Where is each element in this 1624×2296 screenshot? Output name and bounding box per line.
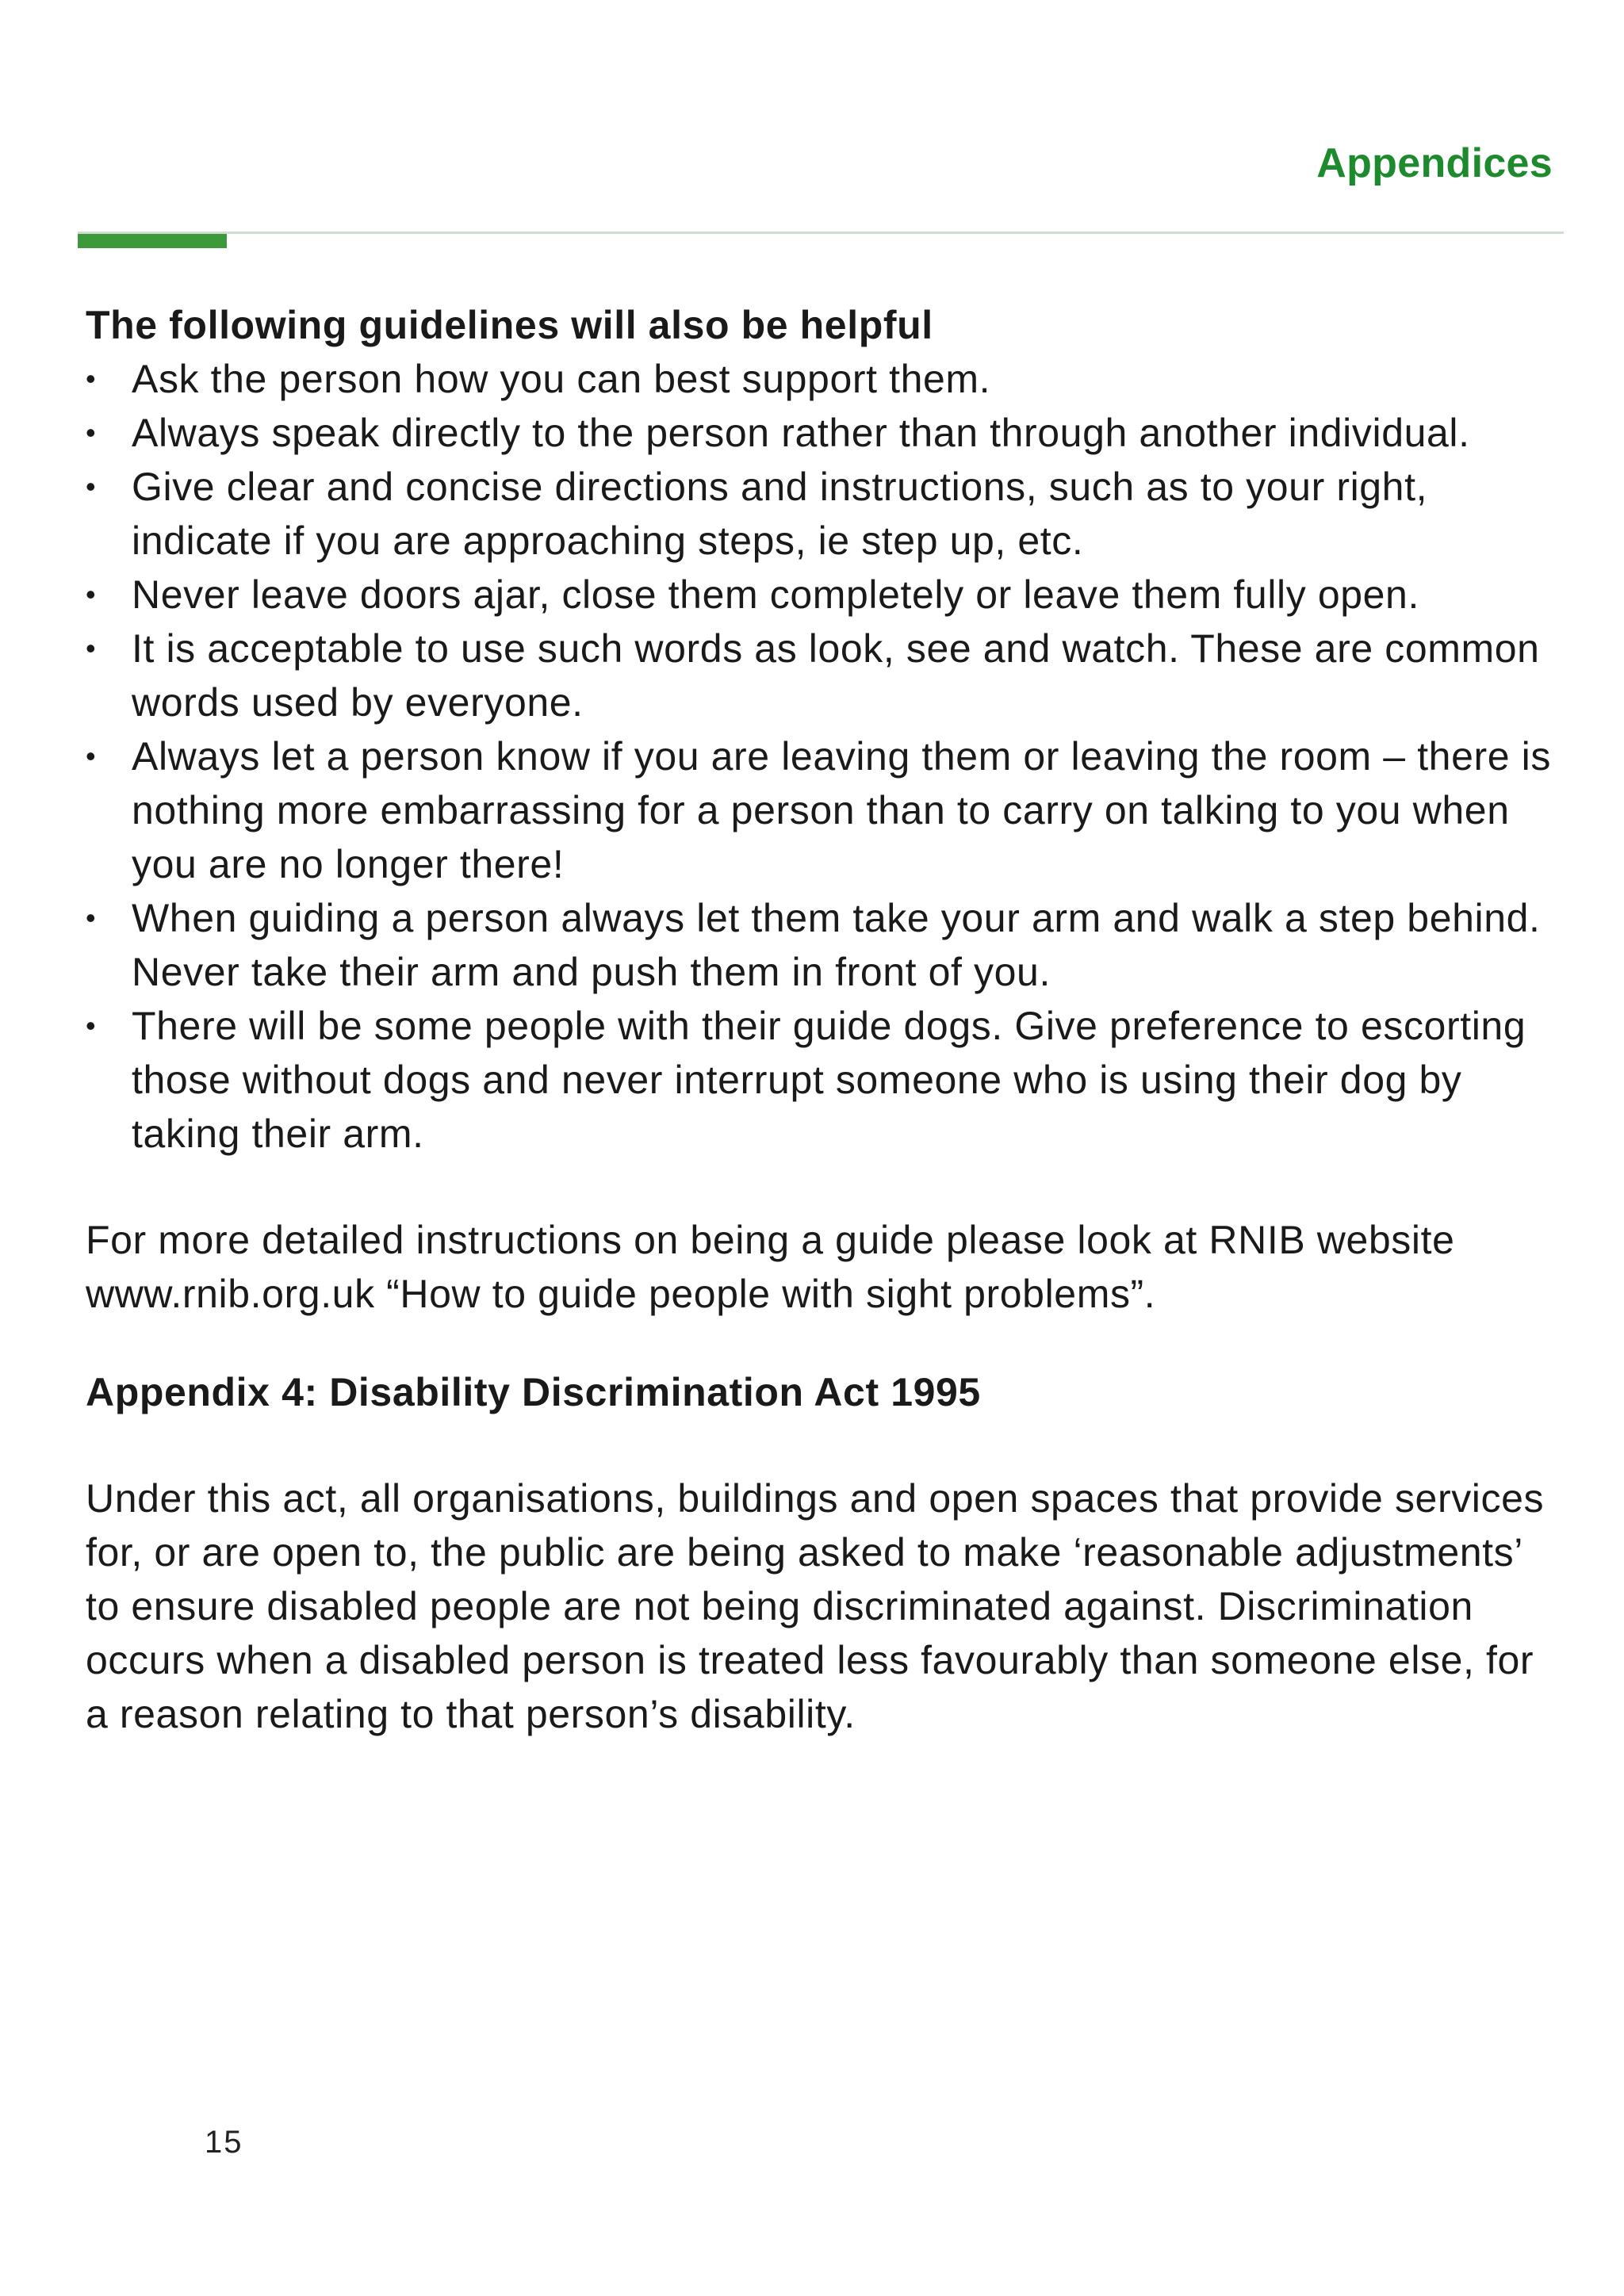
list-item bbox=[86, 622, 1561, 729]
bullet-icon: • bbox=[86, 901, 97, 934]
appendix-heading: Appendix 4: Disability Discrimination Act 1995 bbox=[86, 1370, 981, 1414]
list-item bbox=[86, 352, 1561, 406]
list-item-text: Ask the person how you can best support them. bbox=[132, 357, 991, 401]
spacer bbox=[86, 1419, 1561, 1471]
list-item-text: Never leave doors ajar, close them completely or leave them fully open. bbox=[132, 572, 1419, 617]
page-number: 15 bbox=[205, 2125, 243, 2160]
list-item-text: Always speak directly to the person rather than through another individual. bbox=[132, 411, 1470, 455]
bullet-icon: • bbox=[86, 416, 97, 449]
bullet-icon: • bbox=[86, 578, 97, 610]
list-item-text: Always let a person know if you are leaving them or leaving the room – there is nothing more embarrassing for a person than to carry on talking to you when you are no longer there! bbox=[132, 734, 1551, 886]
spacer bbox=[86, 1161, 1561, 1213]
list-item bbox=[86, 999, 1561, 1161]
list-item bbox=[86, 729, 1561, 891]
list-item-text: When guiding a person always let them take your arm and walk a step behind. Never take their arm and push them in front of you. bbox=[132, 896, 1541, 994]
list-item-text: There will be some people with their guide dogs. Give preference to escorting those without dogs and never interrupt someone who is using their dog by taking their arm. bbox=[132, 1004, 1526, 1156]
header-rule bbox=[78, 232, 1564, 234]
list-item-text: It is acceptable to use such words as look, see and watch. These are common words used by everyone. bbox=[132, 626, 1540, 725]
guidelines-heading: The following guidelines will also be helpful bbox=[86, 303, 933, 347]
guidelines-list bbox=[86, 352, 1561, 1161]
list-item bbox=[86, 568, 1561, 622]
list-item bbox=[86, 891, 1561, 999]
bullet-icon: • bbox=[86, 632, 97, 664]
list-item bbox=[86, 406, 1561, 460]
spacer bbox=[86, 1321, 1561, 1365]
section-title: Appendices bbox=[1316, 140, 1553, 186]
bullet-icon: • bbox=[86, 470, 97, 503]
bullet-icon: • bbox=[86, 1009, 97, 1042]
page-content bbox=[86, 298, 1561, 1741]
bullet-icon: • bbox=[86, 740, 97, 772]
list-item-text: Give clear and concise directions and instructions, such as to your right, indicate if you are approaching steps, ie step up, etc. bbox=[132, 465, 1428, 563]
list-item bbox=[86, 460, 1561, 568]
more-info-paragraph: For more detailed instructions on being a guide please look at RNIB website www.rnib.org.uk “How to guide people with sight problems”. bbox=[86, 1218, 1455, 1316]
header-rule-accent bbox=[78, 234, 227, 248]
bullet-icon: • bbox=[86, 362, 97, 395]
appendix-body: Under this act, all organisations, buildings and open spaces that provide services for, or are open to, the public are being asked to make ‘reasonable adjustments’ to ensure disabled people are not being discriminated against. Discrimination occurs when a disabled person is treated less favourably than someone else, for a reason relating to that person’s disability. bbox=[86, 1476, 1545, 1736]
